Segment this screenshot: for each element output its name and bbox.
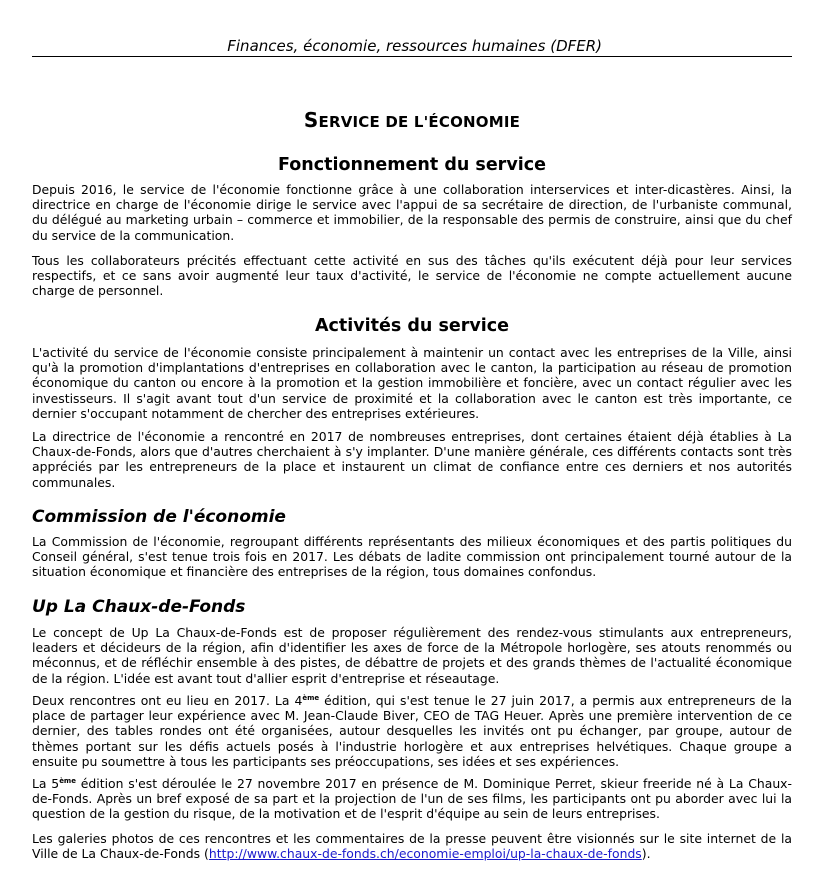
paragraph-activites-2: La directrice de l'économie a rencontré en 2017 de nombreuses entreprises, dont certaines étaient déjà établies à La Chaux-de-Fonds, alors que d'autres cherchaient à s'y implanter. D'une manière générale, ces différents contacts sont très appréciés par les entrepreneurs de la place et instaurent un climat de confiance entre ces derniers et nos autorités communales. xyxy=(32,429,792,490)
paragraph-fonctionnement-2: Tous les collaborateurs précités effectuant cette activité en sus des tâches qu'ils exécutent déjà pour leur services respectifs, et ce sans avoir augmenté leur taux d'activité, le service de l'économie ne compte actuellement aucune charge de personnel. xyxy=(32,253,792,299)
page-title-rest: ERVICE DE L'ÉCONOMIE xyxy=(318,113,521,131)
paragraph-up-2-body: édition, qui s'est tenue le 27 juin 2017, a permis aux entrepreneurs de la place de partager leur expérience avec M. Jean-Claude Biver, CEO de TAG Heuer. Après une première intervention de ce dernier, des tables rondes ont été organisées, autour desquelles les invités ont pu échanger, par groupe, autour de thèmes portant sur les défis actuels posés à l'industrie horlogère et aux entreprises helvétiques. Chaque groupe a ensuite pu soumettre à tous les participants ses préoccupations, ses idées et ses expériences. xyxy=(32,693,792,769)
paragraph-up-3 xyxy=(32,776,792,822)
ordinal-suffix: ème xyxy=(59,777,76,785)
paragraph-up-3-body: édition s'est déroulée le 27 novembre 2017 en présence de M. Dominique Perret, skieur freeride né à La Chaux-de-Fonds. Après un bref exposé de sa part et la projection de l'un de ses films, les participants ont pu aborder avec lui la question de la gestion du risque, de la motivation et de l'esprit d'équipe au sein de leurs entreprises. xyxy=(32,776,792,822)
paragraph-up-2-lead: Deux rencontres ont eu lieu en 2017. La 4 xyxy=(32,693,303,708)
website-link[interactable]: http://www.chaux-de-fonds.ch/economie-emploi/up-la-chaux-de-fonds xyxy=(208,846,642,862)
paragraph-up-4-lead: Les galeries photos de ces rencontres et les commentaires de la presse peuvent être visionnés sur le site internet de la Ville de La Chaux-de-Fonds ( xyxy=(32,831,792,862)
heading-up-la-chaux-de-fonds: Up La Chaux-de-Fonds xyxy=(32,597,246,617)
paragraph-up-3-lead: La 5 xyxy=(32,776,60,791)
page-title xyxy=(32,108,792,132)
page-title-initial: S xyxy=(303,108,319,132)
paragraph-activites-1: L'activité du service de l'économie consiste principalement à maintenir un contact avec les entreprises de la Ville, ainsi qu'à la promotion d'implantations d'entreprises en collaboration avec le canton, la participation au réseau de promotion économique du canton ou encore à la promotion et la gestion immobilière et foncière, avec un contact régulier avec les investisseurs. Il s'agit avant tout d'un service de proximité et la collaboration avec le canton est très importante, ce dernier s'occupant notamment de chercher des entreprises extérieures. xyxy=(32,345,792,421)
paragraph-up-2 xyxy=(32,693,792,769)
heading-commission: Commission de l'économie xyxy=(32,507,286,527)
header-rule xyxy=(32,56,792,57)
heading-fonctionnement: Fonctionnement du service xyxy=(278,155,546,175)
paragraph-up-4-tail: ). xyxy=(641,846,651,862)
running-header: Finances, économie, ressources humaines (DFER) xyxy=(227,37,602,55)
paragraph-up-4 xyxy=(32,831,792,861)
heading-activites: Activités du service xyxy=(314,316,510,336)
paragraph-up-1: Le concept de Up La Chaux-de-Fonds est de proposer régulièrement des rendez-vous stimulants aux entrepreneurs, leaders et décideurs de la région, afin d'identifier les axes de force de la Métropole horlogère, ses atouts renommés ou méconnus, et de réfléchir ensemble à des pistes, de débattre de projets et des grands thèmes de l'actualité économique de la région. L'idée est avant tout d'allier esprit d'entreprise et réseautage. xyxy=(32,625,792,686)
ordinal-suffix: ème xyxy=(302,694,320,702)
paragraph-commission-1: La Commission de l'économie, regroupant différents représentants des milieux économiques et des partis politiques du Conseil général, s'est tenue trois fois en 2017. Les débats de ladite commission ont principalement tourné autour de la situation économique et financière des entreprises de la région, tous domaines confondus. xyxy=(32,534,792,580)
paragraph-fonctionnement-1: Depuis 2016, le service de l'économie fonctionne grâce à une collaboration interservices et inter-dicastères. Ainsi, la directrice en charge de l'économie dirige le service avec l'appui de sa secrétaire de direction, de l'urbaniste communal, du délégué au marketing urbain – commerce et immobilier, de la responsable des permis de construire, ainsi que du chef du service de la communication. xyxy=(32,182,792,243)
